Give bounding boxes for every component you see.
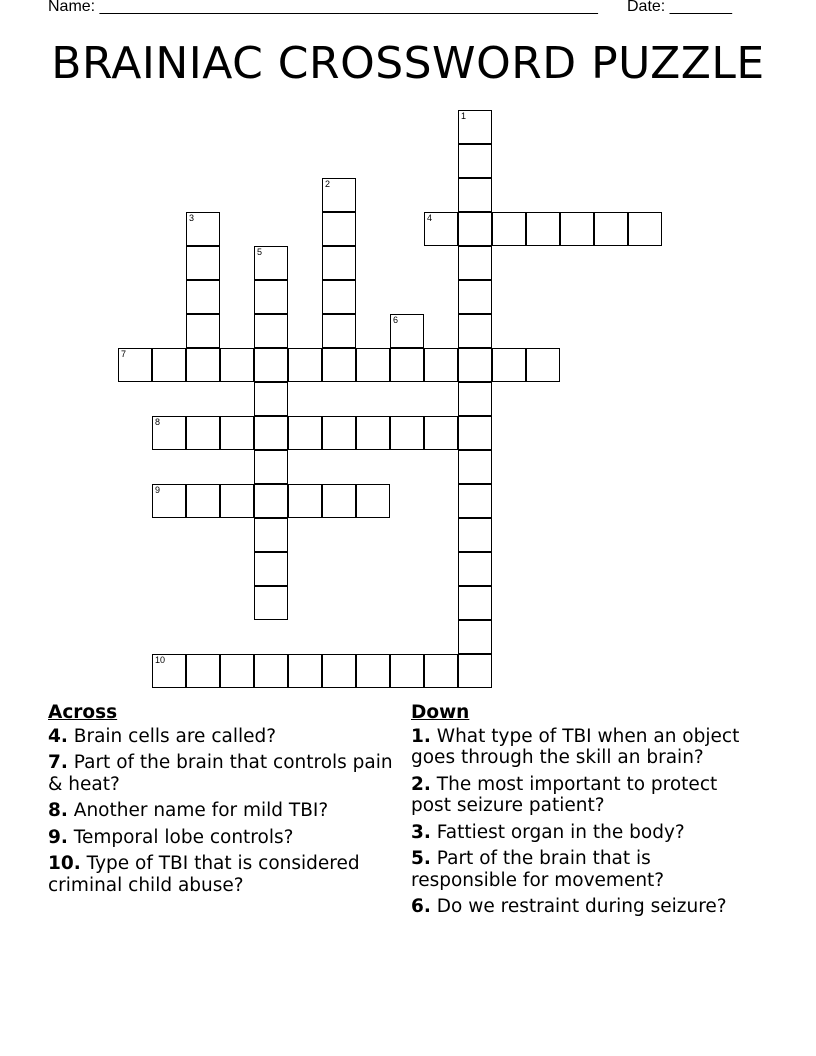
across-clue <box>48 853 393 896</box>
crossword-cell[interactable] <box>492 348 526 382</box>
across-clue <box>48 827 393 849</box>
down-clue <box>411 848 761 891</box>
date-line[interactable]: Date: _______ <box>627 0 732 15</box>
crossword-cell[interactable] <box>186 348 220 382</box>
clue-number-label: 5. <box>411 848 431 869</box>
crossword-cell[interactable] <box>186 246 220 280</box>
crossword-cell[interactable] <box>322 280 356 314</box>
crossword-cell[interactable] <box>356 416 390 450</box>
crossword-cell[interactable] <box>390 654 424 688</box>
crossword-cell[interactable] <box>322 654 356 688</box>
crossword-cell[interactable] <box>322 314 356 348</box>
crossword-cell[interactable] <box>390 416 424 450</box>
name-line[interactable]: Name: ________________________________________________________ <box>48 0 598 15</box>
crossword-cell[interactable] <box>254 518 288 552</box>
clue-text: The most important to protect post seizure patient? <box>411 773 718 816</box>
crossword-cell[interactable] <box>254 382 288 416</box>
crossword-cell[interactable] <box>254 484 288 518</box>
clue-number: 7 <box>121 349 127 359</box>
crossword-cell[interactable] <box>322 246 356 280</box>
crossword-cell[interactable] <box>322 484 356 518</box>
crossword-cell[interactable] <box>628 212 662 246</box>
crossword-cell[interactable] <box>186 484 220 518</box>
crossword-cell[interactable] <box>186 416 220 450</box>
crossword-cell[interactable] <box>458 450 492 484</box>
crossword-cell[interactable] <box>322 416 356 450</box>
crossword-cell[interactable] <box>220 654 254 688</box>
crossword-cell[interactable] <box>458 620 492 654</box>
crossword-cell[interactable] <box>288 348 322 382</box>
crossword-cell[interactable] <box>356 654 390 688</box>
crossword-cell[interactable] <box>424 212 458 246</box>
crossword-cell[interactable] <box>254 450 288 484</box>
crossword-cell[interactable] <box>492 212 526 246</box>
clue-number-label: 4. <box>48 725 68 747</box>
clue-number: 5 <box>257 247 263 257</box>
down-clue <box>411 822 761 844</box>
crossword-cell[interactable] <box>458 144 492 178</box>
across-clues <box>48 702 393 901</box>
clue-number: 3 <box>189 213 195 223</box>
crossword-cell[interactable] <box>458 178 492 212</box>
down-clue <box>411 726 761 769</box>
down-heading: Down <box>411 702 470 723</box>
crossword-cell[interactable] <box>288 416 322 450</box>
crossword-cell[interactable] <box>594 212 628 246</box>
clue-text: Brain cells are called? <box>67 725 277 747</box>
clue-number: 10 <box>155 655 166 665</box>
crossword-cell[interactable] <box>254 416 288 450</box>
crossword-cell[interactable] <box>254 348 288 382</box>
crossword-cell[interactable] <box>254 654 288 688</box>
down-clue <box>411 896 761 918</box>
across-heading: Across <box>48 702 118 723</box>
down-clue-list <box>411 726 761 918</box>
crossword-cell[interactable] <box>560 212 594 246</box>
crossword-cell[interactable] <box>424 654 458 688</box>
crossword-cell[interactable] <box>424 416 458 450</box>
crossword-cell[interactable] <box>118 348 152 382</box>
crossword-cell[interactable] <box>458 382 492 416</box>
crossword-cell[interactable] <box>458 552 492 586</box>
crossword-cell[interactable] <box>458 484 492 518</box>
crossword-cell[interactable] <box>458 416 492 450</box>
crossword-cell[interactable] <box>322 348 356 382</box>
crossword-cell[interactable] <box>186 212 220 246</box>
crossword-cell[interactable] <box>322 178 356 212</box>
crossword-cell[interactable] <box>458 518 492 552</box>
crossword-cell[interactable] <box>186 654 220 688</box>
clue-number: 4 <box>427 213 433 223</box>
clue-number: 6 <box>393 315 399 325</box>
crossword-cell[interactable] <box>526 212 560 246</box>
clue-number: 8 <box>155 417 161 427</box>
crossword-cell[interactable] <box>458 586 492 620</box>
crossword-cell[interactable] <box>424 348 458 382</box>
crossword-cell[interactable] <box>186 314 220 348</box>
crossword-cell[interactable] <box>152 416 186 450</box>
clue-text: Part of the brain that is responsible for movement? <box>411 848 665 891</box>
crossword-cell[interactable] <box>288 654 322 688</box>
crossword-cell[interactable] <box>356 484 390 518</box>
across-clue <box>48 800 393 822</box>
crossword-cell[interactable] <box>254 586 288 620</box>
clue-text: Part of the brain that controls pain & heat? <box>48 752 393 795</box>
crossword-cell[interactable] <box>458 654 492 688</box>
clue-number: 2 <box>325 179 331 189</box>
clue-number: 1 <box>461 111 467 121</box>
crossword-cell[interactable] <box>220 416 254 450</box>
down-clues <box>411 702 761 923</box>
crossword-cell[interactable] <box>186 280 220 314</box>
clue-number-label: 8. <box>48 800 68 821</box>
clue-number-label: 1. <box>411 725 431 747</box>
clue-number-label: 3. <box>411 821 431 843</box>
crossword-cell[interactable] <box>322 212 356 246</box>
across-clue <box>48 726 393 748</box>
crossword-cell[interactable] <box>254 246 288 280</box>
across-clue <box>48 752 393 795</box>
crossword-cell[interactable] <box>220 348 254 382</box>
crossword-cell[interactable] <box>152 348 186 382</box>
crossword-cell[interactable] <box>390 348 424 382</box>
crossword-cell[interactable] <box>458 314 492 348</box>
crossword-cell[interactable] <box>254 280 288 314</box>
clue-text: Temporal lobe controls? <box>67 826 294 848</box>
crossword-cell[interactable] <box>390 314 424 348</box>
clue-number-label: 6. <box>411 896 431 917</box>
clue-number-label: 9. <box>48 826 68 848</box>
crossword-cell[interactable] <box>254 552 288 586</box>
clue-text: Type of TBI that is considered criminal child abuse? <box>48 853 360 896</box>
clue-number: 9 <box>155 485 161 495</box>
across-clue-list <box>48 726 393 897</box>
page-title: BRAINIAC CROSSWORD PUZZLE <box>51 38 765 89</box>
crossword-cell[interactable] <box>526 348 560 382</box>
clue-text: Another name for mild TBI? <box>67 800 329 821</box>
crossword-cell[interactable] <box>152 654 186 688</box>
clue-number-label: 10. <box>48 853 81 874</box>
crossword-cell[interactable] <box>220 484 254 518</box>
crossword-cell[interactable] <box>458 212 492 246</box>
down-clue <box>411 774 761 817</box>
crossword-cell[interactable] <box>458 110 492 144</box>
crossword-cell[interactable] <box>356 348 390 382</box>
clue-text: Do we restraint during seizure? <box>430 896 727 917</box>
crossword-cell[interactable] <box>458 280 492 314</box>
crossword-cell[interactable] <box>458 246 492 280</box>
clue-number-label: 7. <box>48 752 68 773</box>
crossword-cell[interactable] <box>152 484 186 518</box>
clue-text: What type of TBI when an object goes through the skill an brain? <box>411 725 740 768</box>
clue-text: Fattiest organ in the body? <box>430 821 685 843</box>
crossword-cell[interactable] <box>288 484 322 518</box>
clue-number-label: 2. <box>411 773 431 795</box>
crossword-cell[interactable] <box>254 314 288 348</box>
crossword-cell[interactable] <box>458 348 492 382</box>
